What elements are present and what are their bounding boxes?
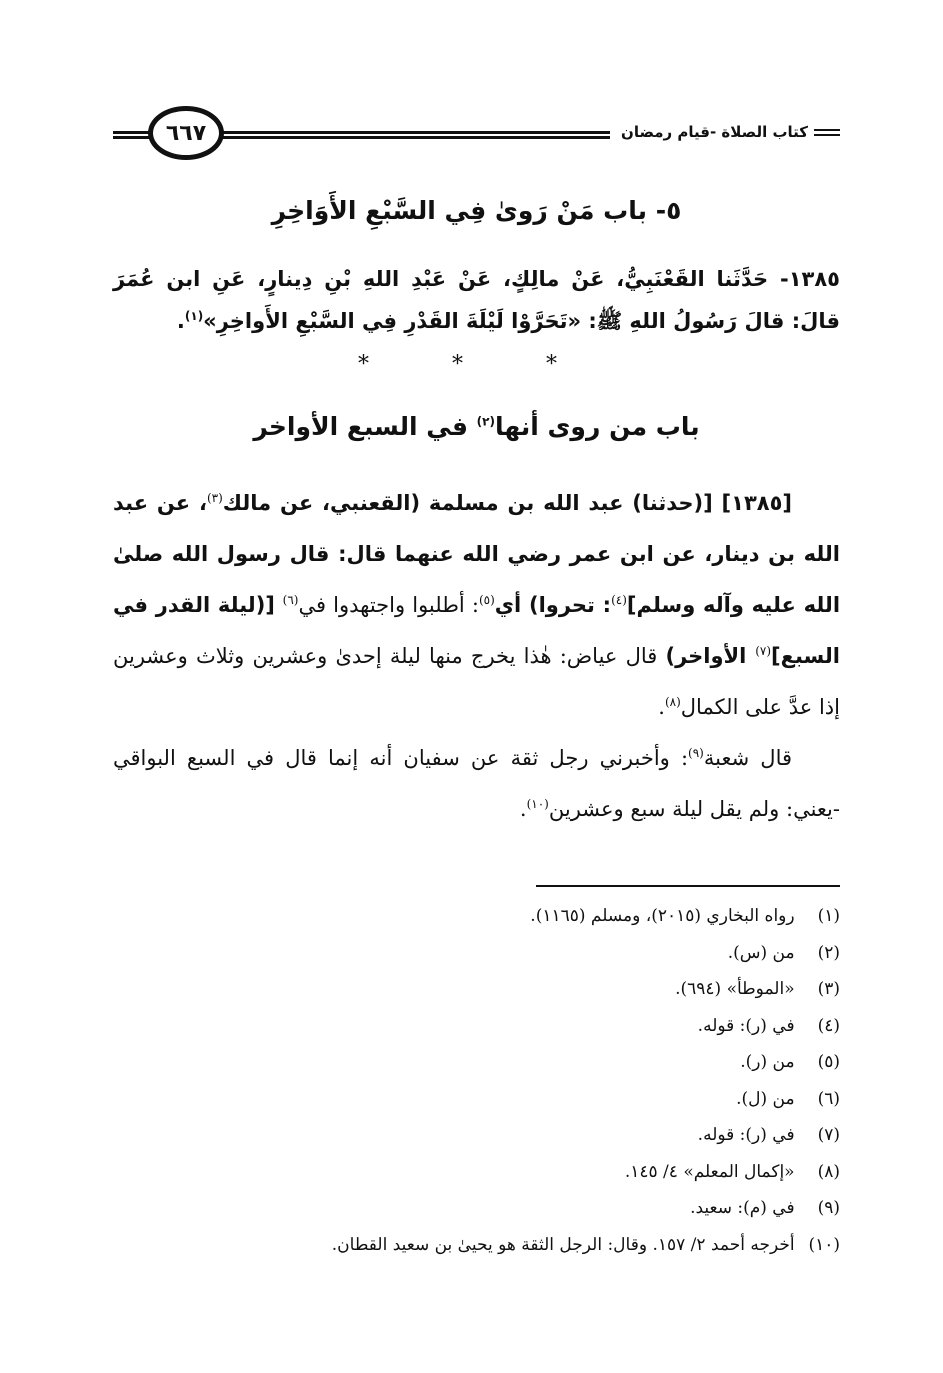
p2-seg3: . xyxy=(519,797,527,821)
footnote-text: في (م): سعيد. xyxy=(690,1198,795,1218)
footnote-separator xyxy=(536,885,840,887)
footnote-text: «الموطأ» (٦٩٤). xyxy=(675,979,795,999)
p2-seg1: قال شعبة xyxy=(703,746,793,770)
footnote-item xyxy=(113,1190,840,1227)
footnote-number: (٤) xyxy=(817,1015,840,1036)
section-title-2-part2: في السبع الأواخر xyxy=(253,412,468,441)
footnote-text: في (ر): قوله. xyxy=(697,1125,795,1145)
footnote-number: (٧) xyxy=(817,1125,840,1145)
footnote-text: من (ل). xyxy=(736,1088,795,1109)
running-title-text: كتاب الصلاة -قيام رمضان xyxy=(621,123,808,141)
p2-seg2: : وأخبرني رجل ثقة عن سفيان أنه إنما قال في السبع البواقي -يعني: ولم يقل ليلة سبع وعشرين xyxy=(113,746,840,821)
footnote-number: (٨) xyxy=(817,1161,840,1182)
section-title-2 xyxy=(113,412,840,441)
footnote-ref-10: (١٠) xyxy=(526,797,549,811)
commentary-body xyxy=(113,478,840,835)
section-title-2-part1: باب من روى أنها xyxy=(494,412,700,441)
footnote-item xyxy=(113,1117,840,1154)
footnote-number: (٢) xyxy=(817,942,840,963)
footnotes xyxy=(113,898,840,1263)
footnote-number: (٣) xyxy=(817,979,840,999)
footnote-item xyxy=(113,935,840,972)
footnote-ref-9: (٩) xyxy=(688,746,704,760)
p1-seg7: قال عياض: هٰذا يخرج منها ليلة إحدىٰ وعشرين وثلاث وعشرين إذا عدَّ على الكمال xyxy=(113,644,840,719)
footnote-number: (١٠) xyxy=(808,1234,840,1255)
section-title-1: ٥- باب مَنْ رَوىٰ فِي السَّبْعِ الأَوَاخِرِ xyxy=(271,196,682,225)
footnote-item xyxy=(113,1044,840,1081)
footnote-text: «إكمال المعلم» ٤/ ١٤٥. xyxy=(624,1161,795,1182)
footnote-item xyxy=(113,1081,840,1118)
header-double-rule-end xyxy=(113,131,151,139)
footnote-ref-6: (٦) xyxy=(282,593,299,607)
p1-seg8: . xyxy=(658,695,665,719)
page-header xyxy=(113,100,840,180)
p1-seg4: : أطلبوا واجتهدوا في xyxy=(298,593,479,617)
hadith-line-2: قالَ رَسُولُ اللهِ ﷺ: «تَحَرَّوْا لَيْلَةَ القَدْرِ فِي السَّبْعِ الأَواخِرِ» xyxy=(203,309,785,333)
footnote-ref-1: (١) xyxy=(184,309,204,323)
p1-seg6: الأواخر) xyxy=(665,644,756,668)
section-separator: * * * xyxy=(358,352,595,377)
footnote-item xyxy=(113,1227,840,1264)
footnote-text: من (ر). xyxy=(740,1052,795,1072)
footnote-ref-8: (٨) xyxy=(664,695,681,709)
footnote-number: (١) xyxy=(817,906,840,926)
p1-seg2: ، عن عبد الله بن دينار، عن ابن عمر رضي الله عنهما قال: قال رسول الله صلىٰ الله عليه وآله وسلم] xyxy=(113,491,841,617)
footnote-item xyxy=(113,1154,840,1191)
hadith-line-1: حَدَّثَنا القَعْنَبِيُّ، عَنْ مالِكٍ، عَنْ عَبْدِ اللهِ بْنِ دِينارٍ، عَنِ ابن عُمَرَ قالَ: xyxy=(113,267,840,333)
hadith-number: ١٣٨٥- xyxy=(780,267,840,291)
footnote-text: أخرجه أحمد ٢/ ١٥٧. وقال: الرجل الثقة هو يحيىٰ بن سعيد القطان. xyxy=(331,1234,795,1255)
p1-seg5: [(ليلة القدر في السبع] xyxy=(113,593,840,668)
commentary-paragraph-1 xyxy=(113,478,840,733)
footnote-ref-5: (٥) xyxy=(478,593,495,607)
p1-seg3: : تحروا) أي xyxy=(494,593,612,617)
footnote-item xyxy=(113,971,840,1008)
footnote-ref-2: (٢) xyxy=(476,414,495,429)
footnote-item xyxy=(113,1008,840,1045)
footnote-number: (٥) xyxy=(817,1052,840,1072)
footnote-text: من (س). xyxy=(727,942,795,963)
page-number: ٦٦٧ xyxy=(165,120,207,146)
footnote-text: رواه البخاري (٢٠١٥)، ومسلم (١١٦٥). xyxy=(530,906,795,926)
page-number-badge xyxy=(148,106,224,160)
footnote-ref-7: (٧) xyxy=(755,644,772,658)
footnote-ref-3: (٣) xyxy=(206,491,223,505)
footnote-ref-4: (٤) xyxy=(611,593,627,607)
footnote-number: (٦) xyxy=(817,1088,840,1109)
commentary-paragraph-2 xyxy=(113,733,840,835)
hadith-text: ١٣٨٥- حَدَّثَنا القَعْنَبِيُّ، عَنْ مالِكٍ، عَنْ عَبْدِ اللهِ بْنِ دِينارٍ، عَنِ ابن عُمَرَ قالَ: قالَ رَسُولُ اللهِ ﷺ: «تَحَرَّوْا لَيْلَةَ القَدْرِ فِي السَّبْعِ الأَواخِرِ»$^{(١)}$. xyxy=(113,267,840,333)
running-title xyxy=(621,123,840,141)
footnote-number: (٩) xyxy=(817,1198,840,1218)
p1-seg1: [١٣٨٥] [(حدثنا) عبد الله بن مسلمة (القعنبي، عن مالك xyxy=(222,491,793,515)
title-dash-ornament xyxy=(814,129,840,136)
footnote-text: في (ر): قوله. xyxy=(697,1015,795,1036)
footnote-item xyxy=(113,898,840,935)
header-double-rule xyxy=(218,131,610,139)
